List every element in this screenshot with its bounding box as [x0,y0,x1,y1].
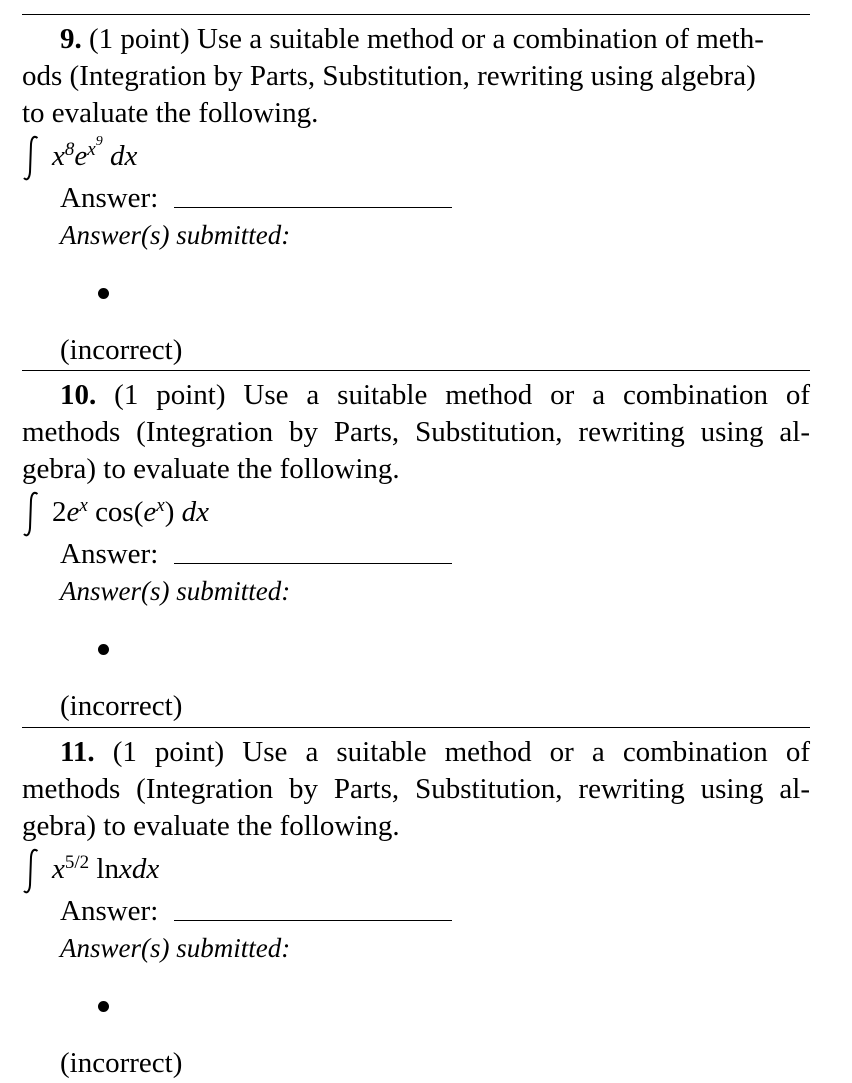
bullet-icon [98,288,109,299]
integrand-exponent-inner: x [156,495,165,516]
integral-expression [22,847,810,895]
divider [22,727,810,728]
problem-line1: Use a suitable method or a combination of [243,379,810,411]
integrand [52,496,209,529]
integrand [52,134,138,173]
problem-points: (1 point) [112,736,225,768]
integrand-dx: dx [131,853,160,885]
problem-11 [22,734,810,1083]
answer-blank[interactable] [174,207,452,208]
integrand-cos: cos [95,496,134,528]
problem-points: (1 point) [89,23,190,55]
integrand-exponent-x: x [87,139,96,160]
problem-text [22,377,810,488]
submitted-list-item [22,252,810,310]
problem-line1-wrap [22,377,810,414]
integrand-base: x [52,140,65,172]
integrand-exponent-9: 9 [95,134,103,149]
submitted-label: Answer(s) submitted: [60,576,291,606]
integral-expression [22,490,810,538]
problem-text [22,21,810,132]
problem-line2: ods (Integration by Parts, Substitution, rewriting using algebra) [22,60,756,92]
integrand-lparen: ( [133,496,144,528]
answer-row [60,538,810,574]
integrand-dx: dx [181,496,210,528]
problem-line1-wrap [22,734,810,771]
integrand-coefficient: 2 [52,496,67,528]
problem-line2: methods (Integration by Parts, Substitution, rewriting using al- [22,416,810,448]
answer-blank[interactable] [174,563,452,564]
problem-line3: to evaluate the following. [22,97,319,129]
integrand-ln: ln [96,853,119,885]
problem-text [22,734,810,845]
integrand-x: x [118,853,132,885]
problem-10 [22,377,810,726]
divider [22,370,810,371]
integrand [52,853,159,886]
answer-row [60,182,810,218]
problem-points: (1 point) [114,379,226,411]
status-text: (incorrect) [60,334,183,366]
integrand-dx: dx [109,140,138,172]
problem-line2: methods (Integration by Parts, Substitution, rewriting using al- [22,773,810,805]
problem-line3: gebra) to evaluate the following. [22,810,400,842]
problem-number: 11. [60,736,95,768]
integral-expression [22,134,810,182]
submitted-list-item [22,965,810,1023]
problem-line1: Use a suitable method or a combination of [242,736,811,768]
problem-number: 10. [60,379,97,411]
problem-line1: Use a suitable method or a combination of meth- [196,23,764,55]
submitted-label: Answer(s) submitted: [60,220,291,250]
divider [22,14,810,15]
integrand-base: x [52,853,65,885]
submitted-list-item [22,608,810,666]
status-text: (incorrect) [60,690,183,722]
problem-number: 9. [60,23,82,55]
integrand-rparen: ) [164,496,175,528]
answer-row [60,895,810,931]
bullet-icon [98,644,109,655]
answer-label: Answer: [60,538,159,570]
integrand-exponent: 5/2 [64,852,90,873]
status-text: (incorrect) [60,1047,183,1079]
integrand-exponent: 8 [64,139,75,160]
submitted-label: Answer(s) submitted: [60,933,291,963]
integral-sign-icon [22,134,40,182]
integrand-e: e [66,496,80,528]
problem-line3: gebra) to evaluate the following. [22,453,400,485]
integrand-e: e [74,140,88,172]
answer-label: Answer: [60,895,159,927]
integrand-e-inner: e [143,496,157,528]
integral-sign-icon [22,847,40,895]
integrand-exponent: x [79,495,88,516]
bullet-icon [98,1001,109,1012]
answer-blank[interactable] [174,920,452,921]
integral-sign-icon [22,490,40,538]
problem-9 [22,21,810,370]
answer-label: Answer: [60,182,159,214]
